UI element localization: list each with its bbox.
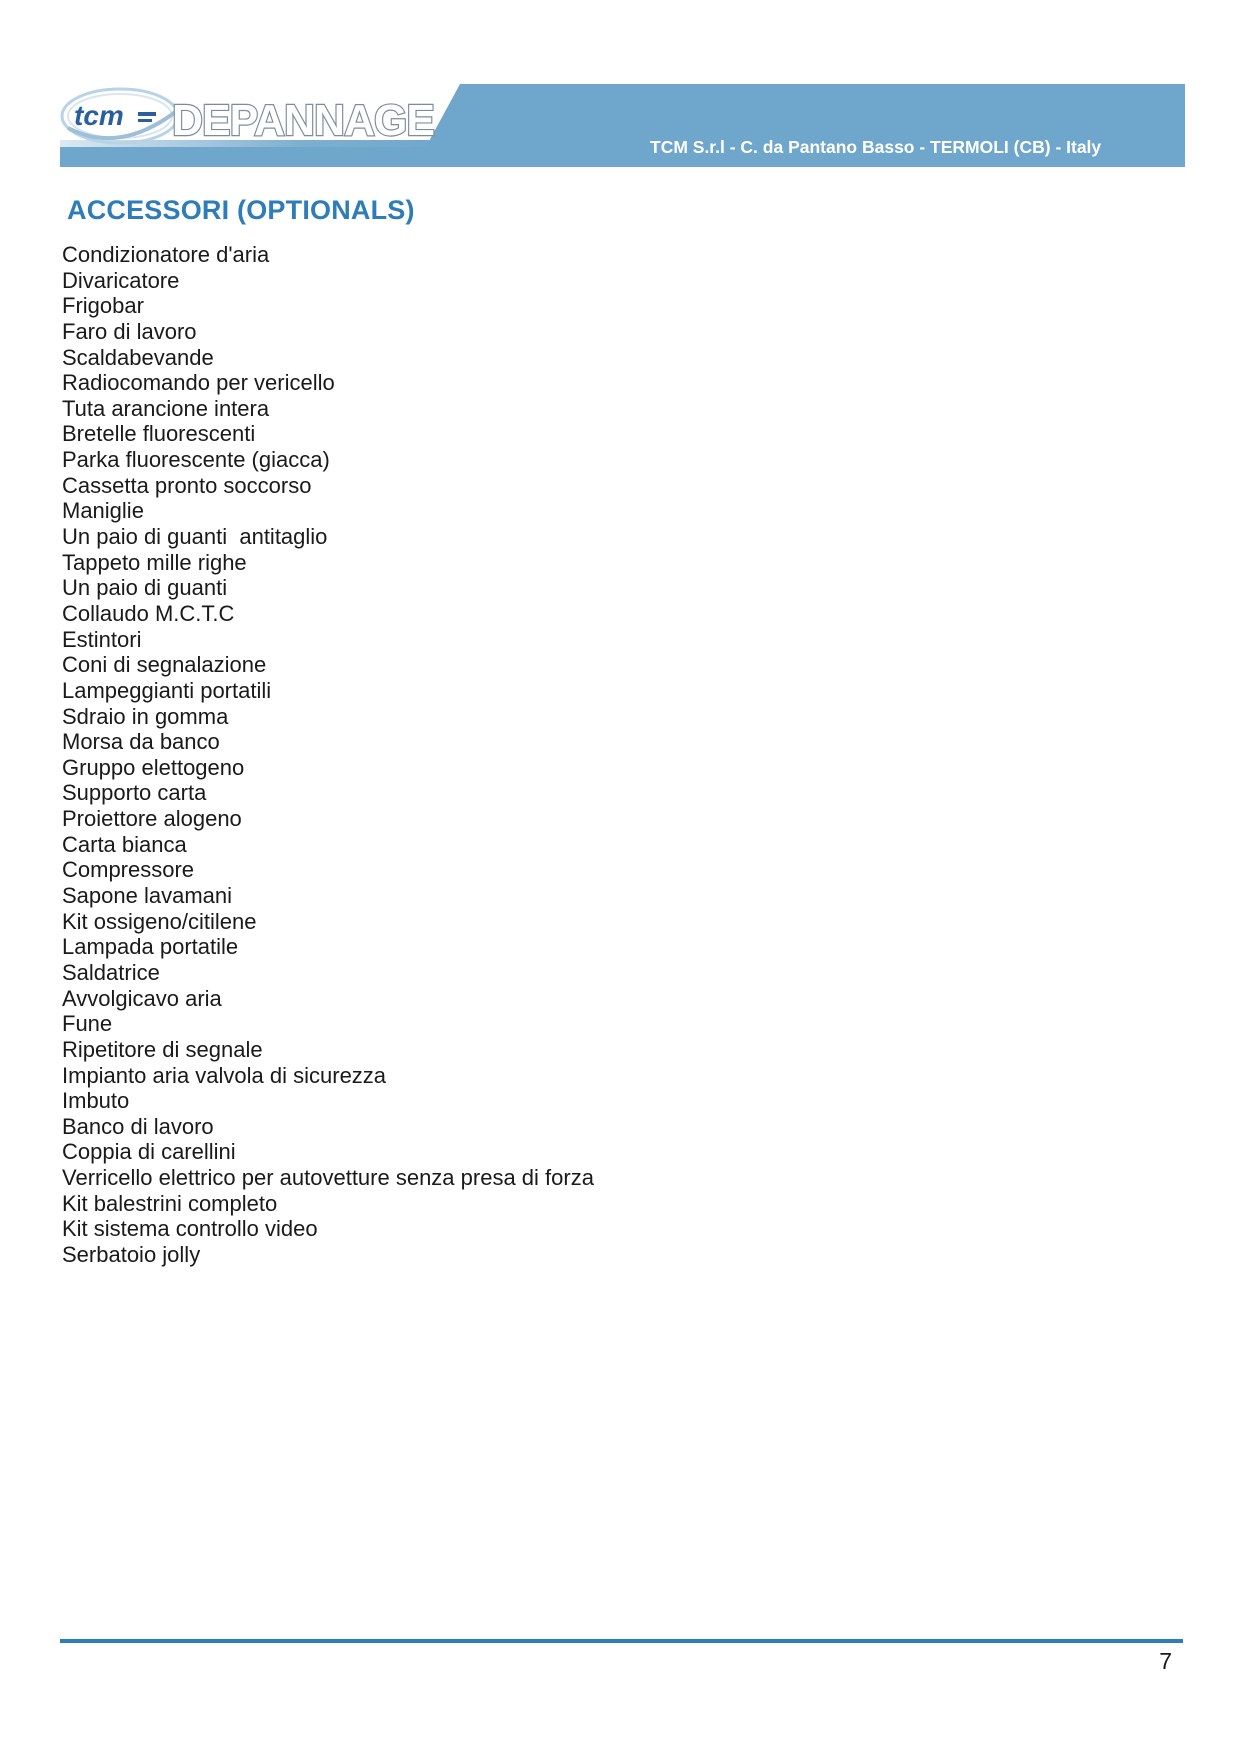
list-item: Maniglie	[62, 498, 144, 524]
list-item: Compressore	[62, 857, 195, 883]
list-item: Scaldabevande	[62, 344, 214, 370]
list-item: Faro di lavoro	[62, 318, 197, 344]
list-item: Cassetta pronto soccorso	[62, 472, 312, 498]
list-item: Tappeto mille righe	[62, 549, 247, 575]
list-item: Condizionatore d'aria	[62, 242, 270, 267]
list-item: Coppia di carellini	[62, 1139, 236, 1165]
logo-tcm-text: tcm	[74, 100, 124, 131]
list-item: Divaricatore	[62, 267, 180, 293]
section-title: ACCESSORI (OPTIONALS)	[67, 195, 415, 225]
list-item: Tuta arancione intera	[62, 395, 270, 421]
list-item: Coni di segnalazione	[62, 652, 267, 678]
list-item: Lampeggianti portatili	[62, 677, 272, 703]
list-item: Lampada portatile	[62, 934, 239, 960]
company-logo	[60, 80, 450, 160]
contact-web-email: http:/www.tcmsrl.eu e -mail: info@tcmsrl.it	[650, 269, 1010, 289]
accessories-list	[62, 242, 594, 1268]
list-item: Kit ossigeno/citilene	[62, 908, 257, 934]
list-item: Impianto aria valvola di sicurezza	[62, 1062, 387, 1088]
list-item: Imbuto	[62, 1088, 130, 1114]
list-item: Parka fluorescente (giacca)	[62, 447, 330, 473]
list-item: Sapone lavamani	[62, 883, 233, 909]
list-item: Verricello elettrico per autovetture senza presa di forza	[62, 1165, 594, 1191]
list-item: Serbatoio jolly	[62, 1241, 201, 1267]
list-item: Morsa da banco	[62, 729, 220, 755]
list-item: Un paio di guanti	[62, 575, 228, 601]
company-contact	[650, 92, 1180, 334]
list-item: Avvolgicavo aria	[62, 985, 222, 1011]
list-item: Frigobar	[62, 293, 144, 319]
list-item: Bretelle fluorescenti	[62, 421, 256, 447]
list-item: Banco di lavoro	[62, 1113, 214, 1139]
list-item: Sdraio in gomma	[62, 703, 229, 729]
list-item: Kit sistema controllo video	[62, 1216, 318, 1242]
list-item: Radiocomando per vericello	[62, 370, 335, 396]
page-number: 7	[1159, 1648, 1172, 1674]
list-item: Un paio di guanti antitaglio	[62, 524, 328, 550]
contact-phone-fax: tel. 0875 - 752076 fax 0875 - 752076	[650, 203, 951, 223]
list-item: Proiettore alogeno	[62, 806, 242, 832]
list-item: Kit balestrini completo	[62, 1190, 278, 1216]
list-item: Fune	[62, 1011, 113, 1037]
list-item: Supporto carta	[62, 780, 207, 806]
logo-depannage-text: DEPANNAGE	[172, 96, 434, 145]
contact-address: TCM S.r.l - C. da Pantano Basso - TERMOLI (CB) - Italy	[650, 137, 1102, 157]
footer-divider	[60, 1639, 1183, 1643]
list-item: Saldatrice	[62, 959, 160, 985]
list-item: Ripetitore di segnale	[62, 1036, 263, 1062]
list-item: Collaudo M.C.T.C	[62, 600, 235, 626]
list-item: Gruppo elettogeno	[62, 754, 245, 780]
list-item: Carta bianca	[62, 831, 187, 857]
list-item: Estintori	[62, 626, 142, 652]
